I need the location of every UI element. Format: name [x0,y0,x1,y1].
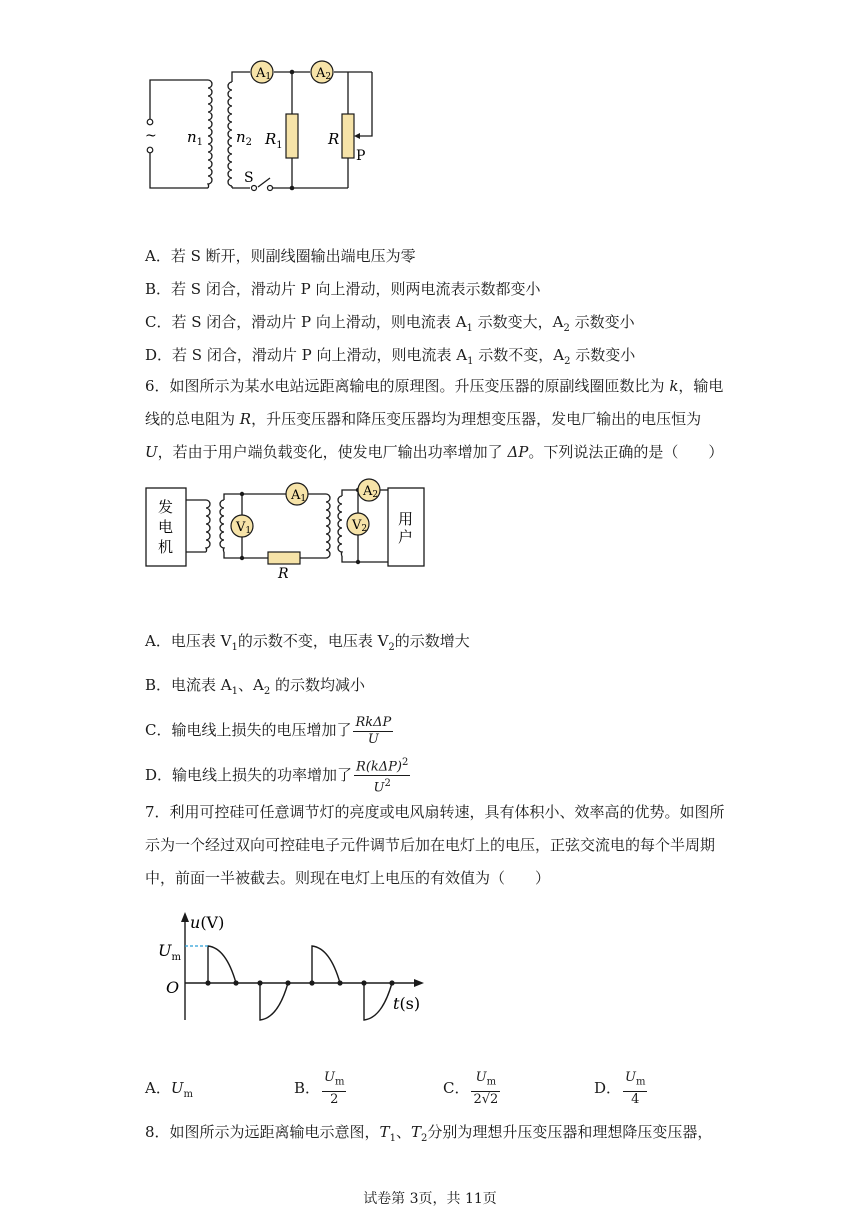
label-s: S [244,170,254,186]
label-origin: O [166,978,180,997]
rheostat-r [342,114,354,158]
q6-option-a: A．电压表 $V_1$的示数不变，电压表 $V_2$的示数增大 [145,632,470,653]
resistor-r1 [286,114,298,158]
q5-option-b: B．若 S 闭合，滑动片 P 向上滑动，则两电流表示数都变小 [145,280,541,298]
q7-stem: 7．利用可控硅可任意调节灯的亮度或电风扇转速，具有体积小、效率高的优势。如图所示为一个经过双向可控硅电子元件调节后加在电灯上的电压，正弦交流电的每个半周期中，前面一半被截去。则现在电灯上电压的有效值为（ ） [145,803,725,887]
q7-option-b: B． $\frac{U_m}{2}$ [294,1070,345,1107]
y-axis-label: u(V) [190,913,225,932]
q7-option-a: A．$U_m$ [145,1079,193,1100]
fraction: $\frac{\text{RkΔP}}{U}$ [355,714,392,747]
label-a1: A1 [256,66,272,82]
label-a1: A1 [291,488,307,504]
label-v2: V2 [352,518,368,534]
label-generator-3: 机 [158,538,174,556]
switch-s [252,186,257,191]
label-generator-1: 发 [158,498,174,516]
q6-option-c: C．输电线上损失的电压增加了 $\frac{\text{RkΔP}}{U}$ [145,714,392,747]
source-terminal-top [147,119,153,125]
label-user-2: 户 [398,528,414,546]
fraction: $\frac{R(k\Delta P)^2}{U^2}$ [356,757,409,796]
page-footer: 试卷第 3页，共 11页 [363,1191,497,1207]
q6-option-b: B．电流表 $A_1$、$A_2$ 的示数均减小 [145,676,365,697]
label-a2: A2 [316,66,332,82]
label-generator-2: 电 [158,518,174,536]
q6-stem: 6．如图所示为某水电站远距离输电的原理图。升压变压器的原副线圈匝数比为 k，输电线的总电阻为 R，升压变压器和降压变压器均为理想变压器，发电厂输出的电压恒为 U，若由于用户端负载变化，使发电厂输出功率增加了 ΔP。下列说法正确的是（ ） [145,377,724,461]
label-um: $U_m$ [158,941,181,963]
q5-option-a: A．若 S 断开，则副线圈输出端电压为零 [145,247,416,265]
figure-voltage-waveform [150,908,440,1028]
q5-option-d: D．若 S 闭合，滑动片 P 向上滑动，则电流表 $A_1$ 示数不变，$A_2$ 示数变小 [145,346,636,367]
ac-source-symbol: ~ [145,128,157,144]
q7-option-d: D． $\frac{U_m}{4}$ [594,1070,646,1107]
source-terminal-bottom [147,147,153,153]
label-v1: V1 [236,520,252,536]
q7-option-c: C． $\frac{U_m}{2√2}$ [443,1070,499,1107]
line-resistor-r [268,552,300,564]
label-user-1: 用 [398,510,414,528]
label-r1: $R_1$ [265,130,283,151]
figure-transmission-circuit [140,478,440,578]
label-r: R [328,130,340,148]
label-n2: $n_2$ [236,128,253,148]
label-r: R [278,566,289,578]
label-n1: $n_1$ [187,128,204,148]
x-axis-label: t(s) [393,994,421,1013]
label-p: P [356,148,366,164]
q6-option-d: D．输电线上损失的功率增加了 $\frac{R(k\Delta P)^2}{U^2}$ [145,757,409,796]
label-a2: A2 [363,484,379,500]
figure-transformer-circuit [140,60,400,200]
q5-option-c: C．若 S 闭合，滑动片 P 向上滑动，则电流表 $A_1$ 示数变大，$A_2$ 示数变小 [145,313,635,334]
q8-stem: 8．如图所示为远距离输电示意图，$T_1$、$T_2$分别为理想升压变压器和理想降压变压器， [145,1123,713,1144]
